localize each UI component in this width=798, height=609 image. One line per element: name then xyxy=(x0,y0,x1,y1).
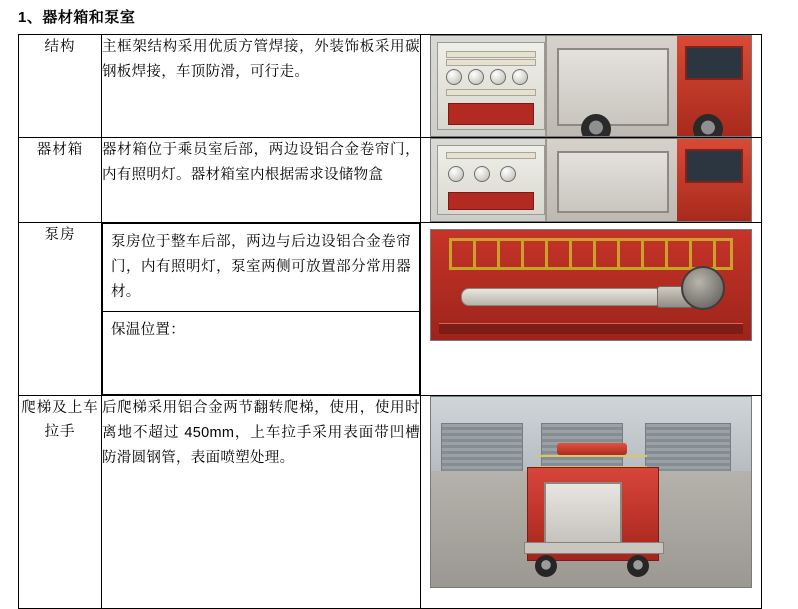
panel-label-strip xyxy=(446,89,536,96)
row-description-ladder-handle: 后爬梯采用铝合金两节翻转爬梯，使用，使用时离地不超过 450mm，上车拉手采用表面带凹槽防滑圆钢管，表面喷塑处理。 xyxy=(102,396,421,609)
gauge-icon xyxy=(474,166,490,182)
row-label-equipment-box: 器材箱 xyxy=(19,138,102,223)
wheel xyxy=(581,114,611,137)
rear-ladder-photo xyxy=(430,396,752,588)
truck-body xyxy=(545,36,679,136)
truck-rear-body xyxy=(527,467,659,561)
panel-label-strip xyxy=(446,51,536,58)
control-panel xyxy=(437,42,545,130)
warehouse-shutter xyxy=(441,423,523,473)
panel-label-strip xyxy=(446,152,536,159)
equipment-cabinet-photo xyxy=(430,35,752,137)
row-label-pump-room xyxy=(19,223,102,396)
roof-light-bar xyxy=(557,443,627,455)
row-image-ladder-handle xyxy=(421,396,762,609)
warehouse-shutter xyxy=(645,423,731,473)
interior-panel xyxy=(437,145,545,215)
specification-table xyxy=(18,34,762,609)
roller-shutter-door xyxy=(557,48,669,126)
truck-cab xyxy=(677,139,751,221)
gauge-icon xyxy=(500,166,516,182)
row-image-equipment-box xyxy=(421,138,762,223)
cab-window xyxy=(685,46,743,80)
pump-room-subrow-secondary xyxy=(103,312,420,395)
row-label-pump-room-text: 泵房 xyxy=(44,227,76,243)
pump-room-subtable xyxy=(102,223,420,395)
gauge-icon xyxy=(448,166,464,182)
row-description-equipment-box: 器材箱位于乘员室后部，两边设铝合金卷帘门，内有照明灯。器材箱室内根据需求设储物盒 xyxy=(102,138,421,223)
pump-room-description: 泵房位于整车后部，两边与后边设铝合金卷帘门，内有照明灯，泵室两侧可放置部分常用器材。 xyxy=(103,224,420,312)
table-row xyxy=(19,138,762,223)
cab-window xyxy=(685,149,743,183)
roller-shutter-door xyxy=(557,151,669,213)
row-label-ladder-handle-text: 爬梯及上车拉手 xyxy=(21,400,99,440)
panel-label-strip xyxy=(446,59,536,66)
ladder xyxy=(449,238,733,270)
cabinet-body xyxy=(545,139,679,221)
gauge-icon xyxy=(468,69,484,85)
gauge-icon xyxy=(446,69,462,85)
pump-valve xyxy=(681,266,725,310)
fire-hose xyxy=(461,288,663,306)
panel-red-plate xyxy=(448,103,534,125)
pump-room-subrow-main xyxy=(103,224,420,312)
rear-bumper xyxy=(524,542,664,554)
table-row xyxy=(19,223,762,396)
row-label-structure: 结构 xyxy=(19,35,102,138)
wheel xyxy=(693,114,723,137)
row-image-structure xyxy=(421,35,762,138)
row-image-pump-room xyxy=(421,223,762,396)
table-row xyxy=(19,35,762,138)
fire-truck-rear xyxy=(527,449,657,575)
rear-roller-door xyxy=(544,482,622,548)
pump-room-insulation-label: 保温位置： xyxy=(103,312,420,395)
pump-room-photo xyxy=(430,229,752,341)
row-description-structure: 主框架结构采用优质方管焊接，外装饰板采用碳钢板焊接，车顶防滑，可行走。 xyxy=(102,35,421,138)
wheel xyxy=(627,555,649,577)
panel-red-plate xyxy=(448,192,534,210)
row-description-pump-room xyxy=(102,223,421,396)
gauge-icon xyxy=(512,69,528,85)
table-row xyxy=(19,396,762,609)
page-title: 1、器材箱和泵室 xyxy=(18,9,136,26)
row-label-ladder-handle xyxy=(19,396,102,609)
wheel xyxy=(535,555,557,577)
equipment-shelf xyxy=(439,323,743,334)
cabinet-interior-photo xyxy=(430,138,752,222)
gauge-icon xyxy=(490,69,506,85)
